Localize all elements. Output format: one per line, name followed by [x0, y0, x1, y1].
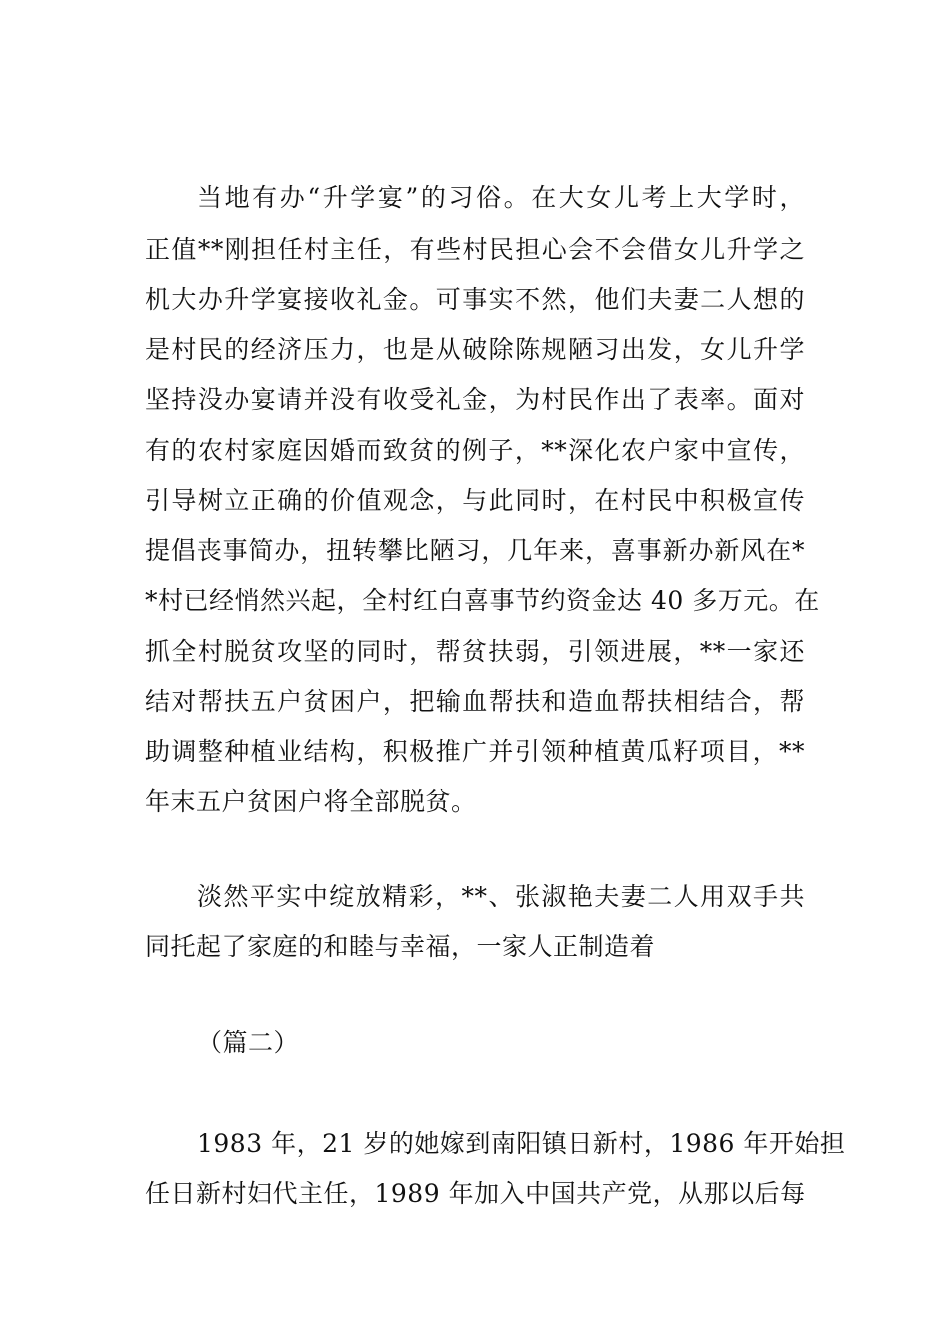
paragraph-1-line-13: 年末五户贫困户将全部脱贫。: [145, 787, 477, 816]
paragraph-1-line-3: 机大办升学宴接收礼金。可事实不然，他们夫妻二人想的: [145, 285, 805, 314]
paragraph-2-line-2: 同托起了家庭的和睦与幸福，一家人正制造着: [145, 932, 656, 961]
paragraph-1-line-8: 提倡丧事简办，扭转攀比陋习，几年来，喜事新办新风在*: [145, 536, 805, 565]
paragraph-1-line-11: 结对帮扶五户贫困户，把输血帮扶和造血帮扶相结合，帮: [145, 687, 805, 716]
paragraph-1-line-9: *村已经悄然兴起，全村红白喜事节约资金达 40 多万元。在: [145, 586, 820, 615]
paragraph-2-line-1: 淡然平实中绽放精彩，**、张淑艳夫妻二人用双手共: [197, 882, 805, 911]
paragraph-3-line-2: 任日新村妇代主任，1989 年加入中国共产党，从那以后每: [145, 1179, 806, 1208]
paragraph-1-line-1: 当地有办“升学宴”的习俗。在大女儿考上大学时，: [197, 183, 805, 212]
paragraph-1-line-4: 是村民的经济压力，也是从破除陈规陋习出发，女儿升学: [145, 335, 805, 364]
paragraph-1-line-12: 助调整种植业结构，积极推广并引领种植黄瓜籽项目，**: [145, 737, 805, 766]
section-heading: （篇二）: [197, 1028, 300, 1057]
paragraph-1-line-2: 正值**刚担任村主任，有些村民担心会不会借女儿升学之: [145, 235, 805, 264]
paragraph-1-line-5: 坚持没办宴请并没有收受礼金，为村民作出了表率。面对: [145, 385, 805, 414]
paragraph-1-line-6: 有的农村家庭因婚而致贫的例子，**深化农户家中宣传，: [145, 436, 805, 465]
paragraph-1-line-10: 抓全村脱贫攻坚的同时，帮贫扶弱，引领进展，**一家还: [145, 637, 805, 666]
paragraph-3-line-1: 1983 年，21 岁的她嫁到南阳镇日新村，1986 年开始担: [197, 1129, 846, 1158]
paragraph-1-line-7: 引导树立正确的价值观念，与此同时，在村民中积极宣传: [145, 486, 805, 515]
